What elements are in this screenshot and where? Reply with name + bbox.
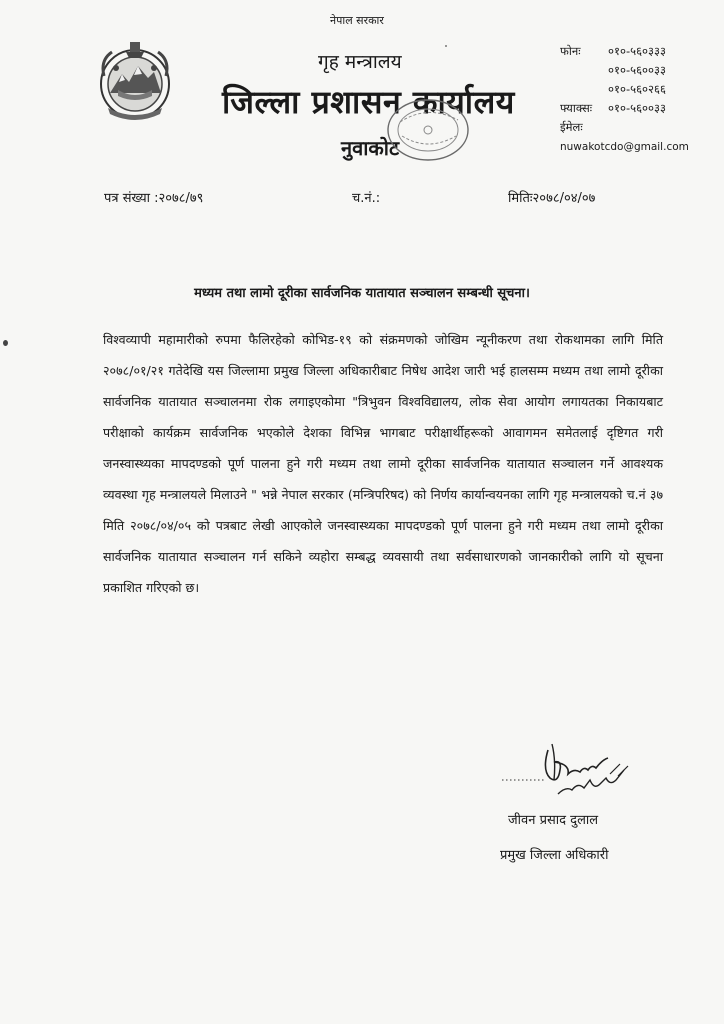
phone-number: ०१०-५६०२६६ xyxy=(608,82,666,96)
fax-label: फ्याक्सः xyxy=(560,101,593,115)
government-label: नेपाल सरकार xyxy=(330,14,384,27)
notice-body: विश्वव्यापी महामारीको रुपमा फैलिरहेको कोभिड-१९ को संक्रमणको जोखिम न्यूनीकरण तथा रोकथामका लागि मिति २०७८/०१/२१ गतेदेखि यस जिल्लामा प्रमुख जिल्ला अधिकारीबाट निषेध आदेश जारी भई हालसम्म मध्यम तथा लामो दूरीका सार्वजनिक यातायात सञ्चालनमा रोक लगाइएकोमा "त्रिभुवन विश्वविद्यालय, लोक सेवा आयोग लगायतका निकायबाट परीक्षाको कार्यक्रम सार्वजनिक भएकोले देशका विभिन्न भागबाट परीक्षार्थीहरूको आवागमन समेतलाई दृष्टिगत गरी जनस्वास्थ्यका मापदण्डको पूर्ण पालना हुने गरी मध्यम तथा लामो दूरीका सार्वजनिक यातायात सञ्चालन गर्ने आवश्यक व्यवस्था गृह मन्त्रालयले मिलाउने " भन्ने नेपाल सरकार (मन्त्रिपरिषद) को निर्णय कार्यान्वयनका लागि गृह मन्त्रालयको च.नं ३७ मिति २०७८/०४/०५ को पत्रबाट लेखी आएकोले जनस्वास्थ्यका मापदण्डको पूर्ण पालना हुने गरी मध्यम तथा लामो दूरीका सार्वजनिक यातायात सञ्चालन गर्न सकिने व्यहोरा सम्बद्ध व्यवसायी तथा सर्वसाधारणको जानकारीको लागि यो सूचना प्रकाशित गरिएको छ। xyxy=(103,332,663,595)
signatory-name: जीवन प्रसाद दुलाल xyxy=(508,813,599,828)
contact-block xyxy=(560,42,689,157)
notice-subject: मध्यम तथा लामो दूरीका सार्वजनिक यातायात सञ्चालन सम्बन्धी सूचना। xyxy=(194,286,530,301)
signature-icon xyxy=(500,740,660,800)
dispatch-number: च.नं.: xyxy=(352,191,381,206)
office-stamp-icon xyxy=(380,92,480,170)
email-label: ईमेलः xyxy=(560,120,583,134)
fax-number: ०१०-५६००३३ xyxy=(608,101,666,115)
nepal-emblem-icon xyxy=(96,38,174,122)
email-address: nuwakotcdo@gmail.com xyxy=(560,141,689,153)
phone-number: ०१०-५६००३३ xyxy=(608,63,666,77)
scan-speck xyxy=(445,45,447,47)
signatory-title: प्रमुख जिल्ला अधिकारी xyxy=(500,848,609,863)
phone-number: ०१०-५६०३३३ xyxy=(608,44,666,58)
letter-date: मितिः२०७८/०४/०७ xyxy=(508,191,596,206)
letter-number: पत्र संख्या :२०७८/७९ xyxy=(104,191,204,206)
phone-label: फोनः xyxy=(560,44,581,58)
scan-speck xyxy=(3,340,8,346)
ministry-name: गृह मन्त्रालय xyxy=(318,51,402,73)
district-name: नुवाकोट xyxy=(341,136,400,160)
office-name: जिल्ला प्रशासन कार्यालय xyxy=(222,83,515,121)
